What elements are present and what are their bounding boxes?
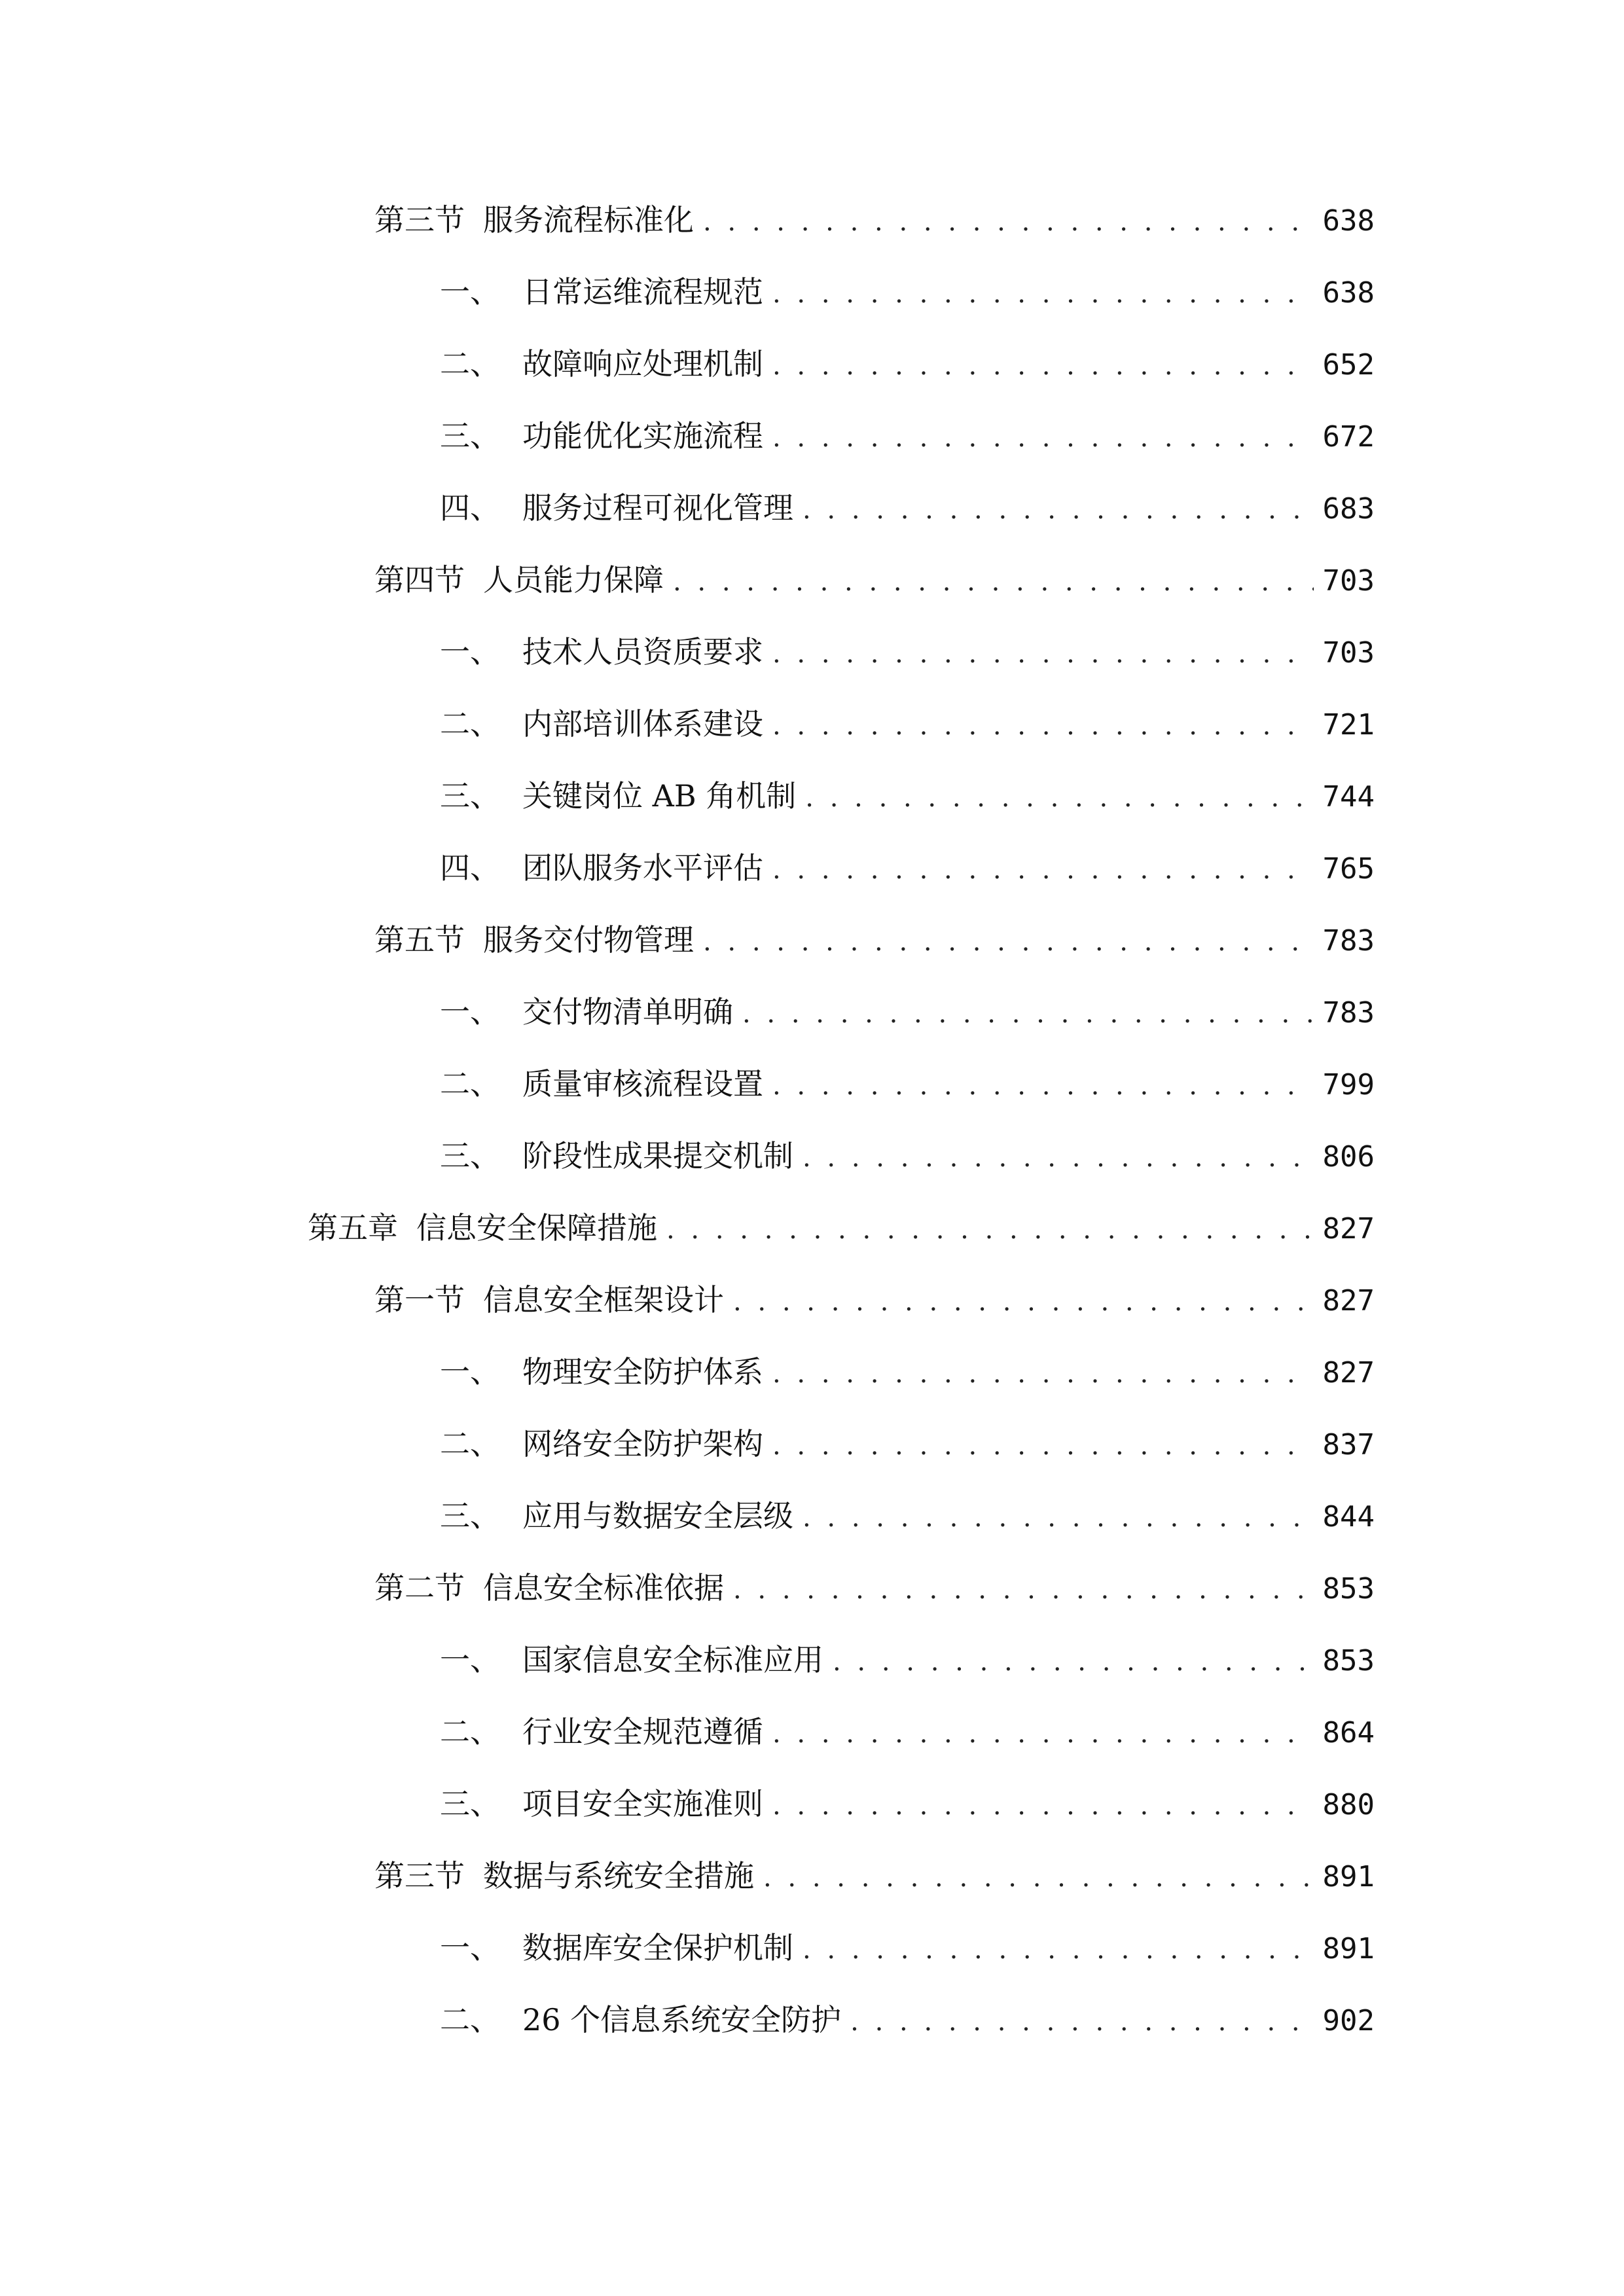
toc-entry-title: 数据库安全保护机制 [522,1930,793,1965]
toc-entry-title: 数据与系统安全措施 [483,1858,754,1893]
toc-entry-title: 信息安全保障措施 [416,1210,657,1246]
dot-leader [772,628,1314,680]
toc-entry-number: 第三节 [374,202,465,238]
toc-entry-number: 二、 [440,2002,500,2037]
toc-entry-page: 799 [1322,1068,1375,1102]
toc-entry-item[interactable] [440,482,1375,534]
dot-leader [803,1492,1314,1544]
toc-entry-page: 652 [1322,348,1375,382]
dot-leader [803,1924,1314,1976]
toc-entry-page: 837 [1322,1428,1375,1462]
toc-entry-page: 902 [1322,2004,1375,2037]
dot-leader [666,1204,1314,1256]
toc-entry-item[interactable] [440,1706,1375,1758]
dot-leader [772,700,1314,752]
toc-entry-number: 一、 [440,994,500,1030]
toc-entry-title: 日常运维流程规范 [522,274,763,310]
dot-leader [772,1348,1314,1400]
toc-entry-title: 功能优化实施流程 [522,418,763,454]
toc-entry-item[interactable] [440,1418,1375,1470]
toc-entry-title: 网络安全防护架构 [522,1426,763,1462]
dot-leader [742,988,1314,1040]
toc-entry-number: 三、 [440,778,500,814]
toc-entry-page: 703 [1322,564,1375,598]
toc-entry-page: 783 [1322,924,1375,958]
toc-entry-item[interactable] [440,986,1375,1038]
toc-entry-page: 827 [1322,1356,1375,1390]
dot-leader [803,484,1314,536]
toc-entry-title: 关键岗位 AB 角机制 [522,778,797,814]
toc-entry-item[interactable] [440,1922,1375,1974]
toc-entry-title: 人员能力保障 [483,562,664,598]
toc-entry-page: 891 [1322,1932,1375,1965]
toc-entry-title: 信息安全框架设计 [483,1282,724,1318]
toc-entry-title: 项目安全实施准则 [522,1786,763,1821]
toc-entry-section[interactable] [374,914,1375,966]
toc-entry-page: 827 [1322,1212,1375,1246]
toc-entry-item[interactable] [440,1130,1375,1182]
toc-entry-item[interactable] [440,698,1375,750]
dot-leader [772,1708,1314,1760]
toc-entry-page: 783 [1322,996,1375,1030]
toc-entry-title: 团队服务水平评估 [522,850,763,886]
dot-leader [803,1132,1314,1184]
toc-entry-number: 一、 [440,1930,500,1965]
dot-leader [733,1276,1314,1328]
toc-entry-item[interactable] [440,770,1375,822]
toc-entry-page: 765 [1322,852,1375,886]
dot-leader [763,1852,1314,1904]
dot-leader [772,1060,1314,1112]
toc-entry-page: 864 [1322,1716,1375,1749]
toc-entry-item[interactable] [440,1994,1375,2046]
toc-entry-page: 721 [1322,708,1375,742]
toc-entry-page: 853 [1322,1644,1375,1677]
toc-entry-title: 内部培训体系建设 [522,706,763,742]
toc-entry-title: 信息安全标准依据 [483,1570,724,1605]
toc-entry-title: 故障响应处理机制 [522,346,763,382]
toc-entry-item[interactable] [440,626,1375,678]
toc-entry-page: 853 [1322,1572,1375,1605]
dot-leader [772,340,1314,392]
dot-leader [805,772,1313,824]
toc-entry-item[interactable] [440,1634,1375,1686]
toc-entry-number: 一、 [440,1642,500,1677]
toc-entry-page: 638 [1322,204,1375,238]
toc-entry-number: 四、 [440,490,500,526]
toc-entry-title: 26 个信息系统安全防护 [522,2002,842,2037]
toc-entry-title: 应用与数据安全层级 [522,1498,793,1534]
toc-entry-number: 三、 [440,1138,500,1174]
toc-entry-item[interactable] [440,1058,1375,1110]
dot-leader [850,1996,1313,2048]
toc-entry-section[interactable] [374,194,1375,246]
toc-entry-chapter[interactable] [308,1202,1375,1254]
dot-leader [703,196,1314,248]
toc-entry-title: 服务流程标准化 [483,202,694,238]
toc-entry-section[interactable] [374,1274,1375,1326]
toc-entry-section[interactable] [374,554,1375,606]
toc-entry-item[interactable] [440,266,1375,318]
toc-entry-number: 二、 [440,1714,500,1749]
toc-entry-item[interactable] [440,1490,1375,1542]
toc-entry-number: 二、 [440,1066,500,1102]
toc-entry-number: 二、 [440,706,500,742]
toc-entry-item[interactable] [440,1346,1375,1398]
toc-entry-number: 二、 [440,1426,500,1462]
toc-entry-page: 880 [1322,1788,1375,1821]
toc-entry-page: 638 [1322,276,1375,310]
toc-entry-number: 三、 [440,1786,500,1821]
toc-entry-section[interactable] [374,1562,1375,1614]
toc-entry-number: 第五节 [374,922,465,958]
toc-entry-page: 844 [1322,1500,1375,1534]
toc-entry-number: 一、 [440,1354,500,1390]
toc-entry-item[interactable] [440,338,1375,390]
toc-entry-title: 物理安全防护体系 [522,1354,763,1390]
toc-entry-number: 四、 [440,850,500,886]
toc-entry-item[interactable] [440,410,1375,462]
toc-entry-title: 国家信息安全标准应用 [522,1642,823,1677]
toc-entry-number: 一、 [440,274,500,310]
toc-entry-title: 服务过程可视化管理 [522,490,793,526]
toc-entry-page: 703 [1322,636,1375,670]
toc-entry-title: 阶段性成果提交机制 [522,1138,793,1174]
dot-leader [772,268,1314,320]
dot-leader [772,844,1314,896]
dot-leader [673,556,1314,608]
toc-entry-item[interactable] [440,1778,1375,1830]
toc-entry-number: 第三节 [374,1858,465,1893]
toc-entry-number: 第五章 [308,1210,398,1246]
toc-entry-page: 744 [1322,780,1375,814]
toc-entry-page: 891 [1322,1860,1375,1893]
toc-entry-number: 三、 [440,1498,500,1534]
toc-entry-title: 服务交付物管理 [483,922,694,958]
dot-leader [772,1420,1314,1472]
toc-entry-number: 第二节 [374,1570,465,1605]
toc-entry-number: 一、 [440,634,500,670]
toc-entry-title: 行业安全规范遵循 [522,1714,763,1749]
dot-leader [733,1564,1314,1616]
toc-entry-page: 683 [1322,492,1375,526]
toc-entry-number: 二、 [440,346,500,382]
toc-entry-number: 第一节 [374,1282,465,1318]
toc-entry-section[interactable] [374,1850,1375,1902]
toc-entry-number: 三、 [440,418,500,454]
toc-entry-number: 第四节 [374,562,465,598]
dot-leader [703,916,1314,968]
dot-leader [833,1636,1314,1688]
toc-entry-page: 827 [1322,1284,1375,1318]
toc-entry-page: 806 [1322,1140,1375,1174]
toc-entry-title: 交付物清单明确 [522,994,733,1030]
toc-entry-title: 技术人员资质要求 [522,634,763,670]
toc-entry-title: 质量审核流程设置 [522,1066,763,1102]
dot-leader [772,1780,1314,1832]
dot-leader [772,412,1314,464]
toc-entry-page: 672 [1322,420,1375,454]
toc-entry-item[interactable] [440,842,1375,894]
